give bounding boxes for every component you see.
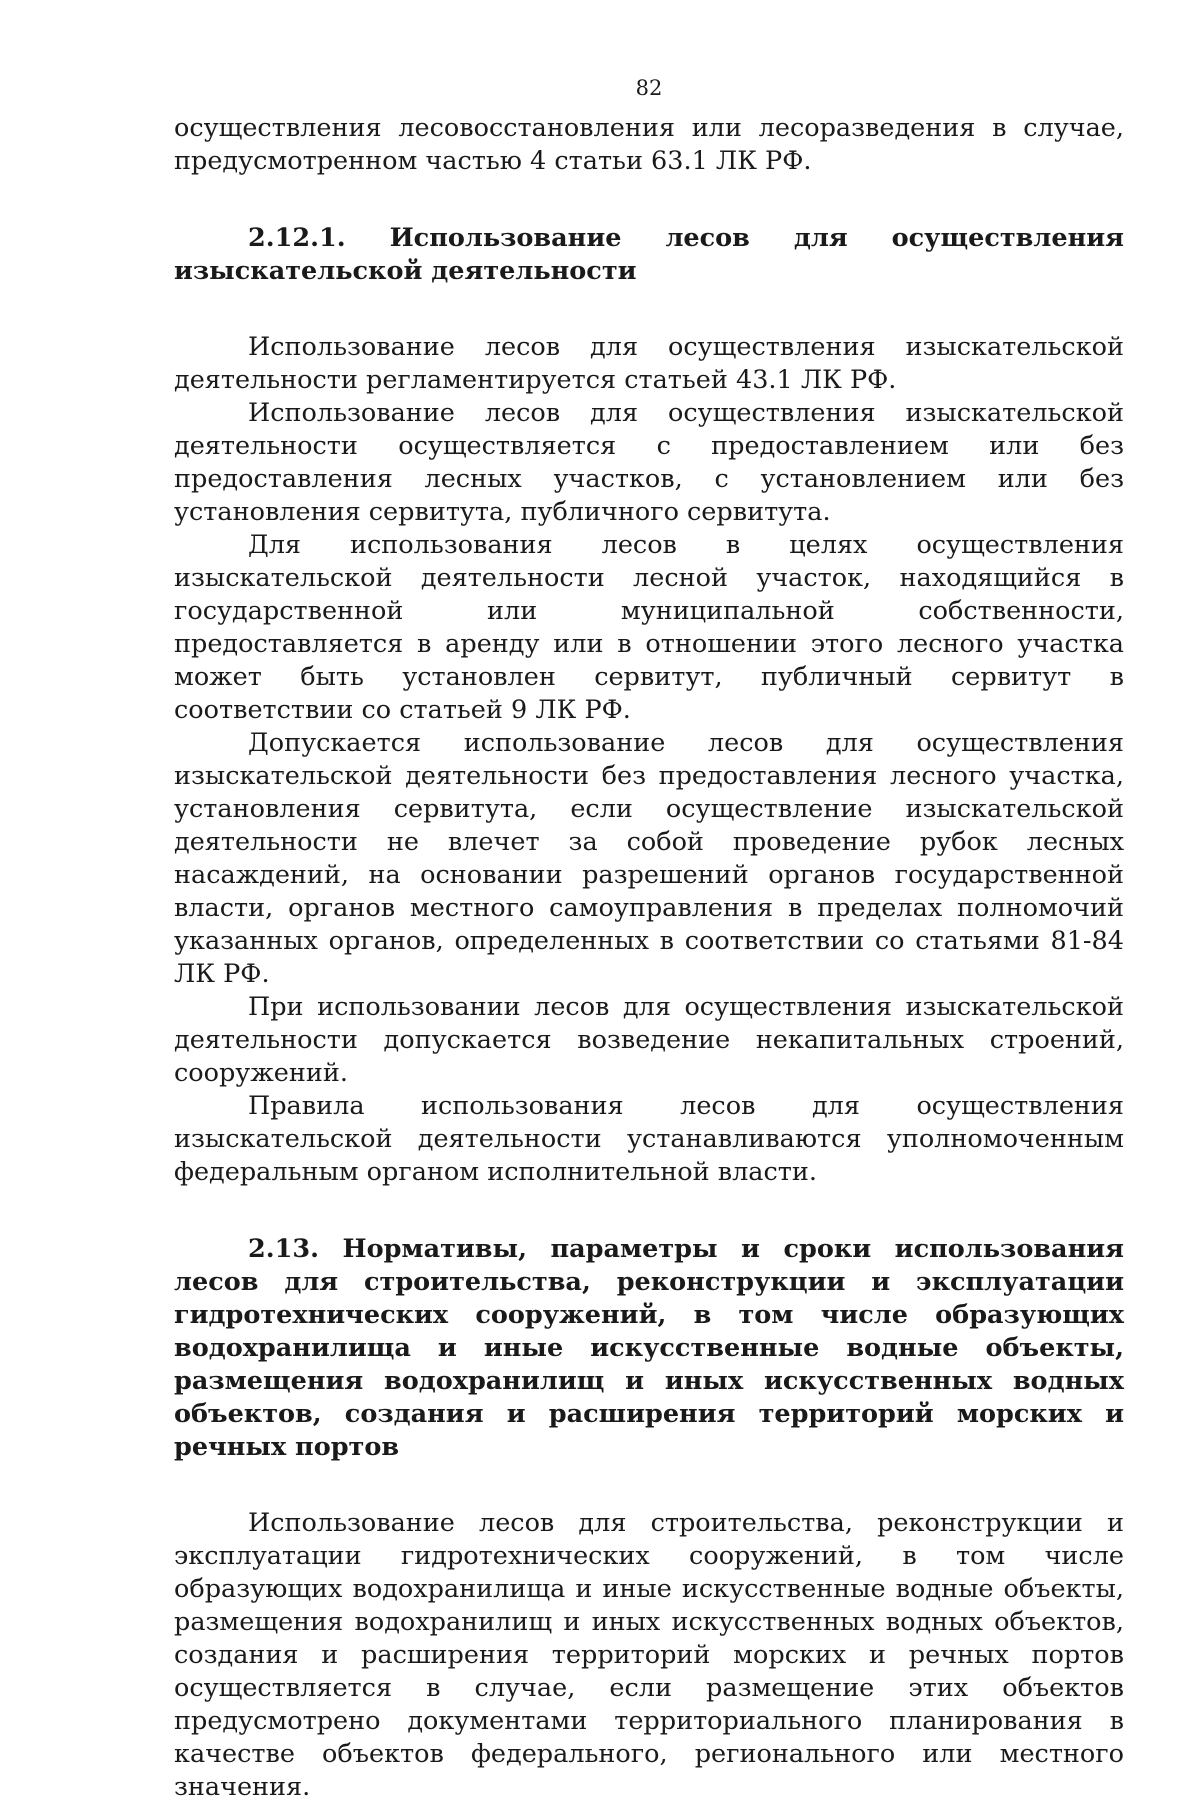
- paragraph: При использовании лесов для осуществления изыскательской деятельности допускается возведение некапитальных строений, сооружений.: [174, 992, 1124, 1088]
- paragraph: Для использования лесов в целях осуществления изыскательской деятельности лесной участок, находящийся в государственной или муниципальной собственности, предоставляется в аренду или в отношении этого лесного участка может быть установлен сервитут, публичный сервитут в соответствии со статьей 9 ЛК РФ.: [174, 530, 1124, 725]
- section-body-2-12-1: [174, 331, 1124, 1189]
- paragraph: Использование лесов для строительства, реконструкции и эксплуатации гидротехнических сооружений, в том числе образующих водохранилища и иные искусственные водные объекты, размещения водохранилищ и иных искусственных водных объектов, создания и расширения территорий морских и речных портов осуществляется в случае, если размещение этих объектов предусмотрено документами территориального планирования в качестве объектов федерального, регионального или местного значения.: [174, 1508, 1124, 1802]
- continuation-paragraph: осуществления лесовосстановления или лесоразведения в случае, предусмотренном частью 4 статьи 63.1 ЛК РФ.: [174, 113, 1124, 176]
- paragraph: Использование лесов для осуществления изыскательской деятельности регламентируется статьей 43.1 ЛК РФ.: [174, 332, 1124, 395]
- section-heading-2-13: 2.13. Нормативы, параметры и сроки использования лесов для строительства, реконструкции и эксплуатации гидротехнических сооружений, в том числе образующих водохранилища и иные искусственные водные объекты, размещения водохранилищ и иных искусственных водных объектов, создания и расширения территорий морских и речных портов: [174, 1234, 1124, 1462]
- page-number: 82: [635, 76, 663, 100]
- section-body-2-13: [174, 1507, 1124, 1804]
- document-page: [174, 70, 1124, 1804]
- section-heading-2-12-1: 2.12.1. Использование лесов для осуществления изыскательской деятельности: [174, 223, 1124, 286]
- paragraph: Использование лесов для осуществления изыскательской деятельности осуществляется с предоставлением или без предоставления лесных участков, с установлением или без установления сервитута, публичного сервитута.: [174, 398, 1124, 527]
- paragraph: Правила использования лесов для осуществления изыскательской деятельности устанавливаются уполномоченным федеральным органом исполнительной власти.: [174, 1091, 1124, 1187]
- paragraph: Допускается использование лесов для осуществления изыскательской деятельности без предоставления лесного участка, установления сервитута, если осуществление изыскательской деятельности не влечет за собой проведение рубок лесных насаждений, на основании разрешений органов государственной власти, органов местного самоуправления в пределах полномочий указанных органов, определенных в соответствии со статьями 81-84 ЛК РФ.: [174, 728, 1124, 989]
